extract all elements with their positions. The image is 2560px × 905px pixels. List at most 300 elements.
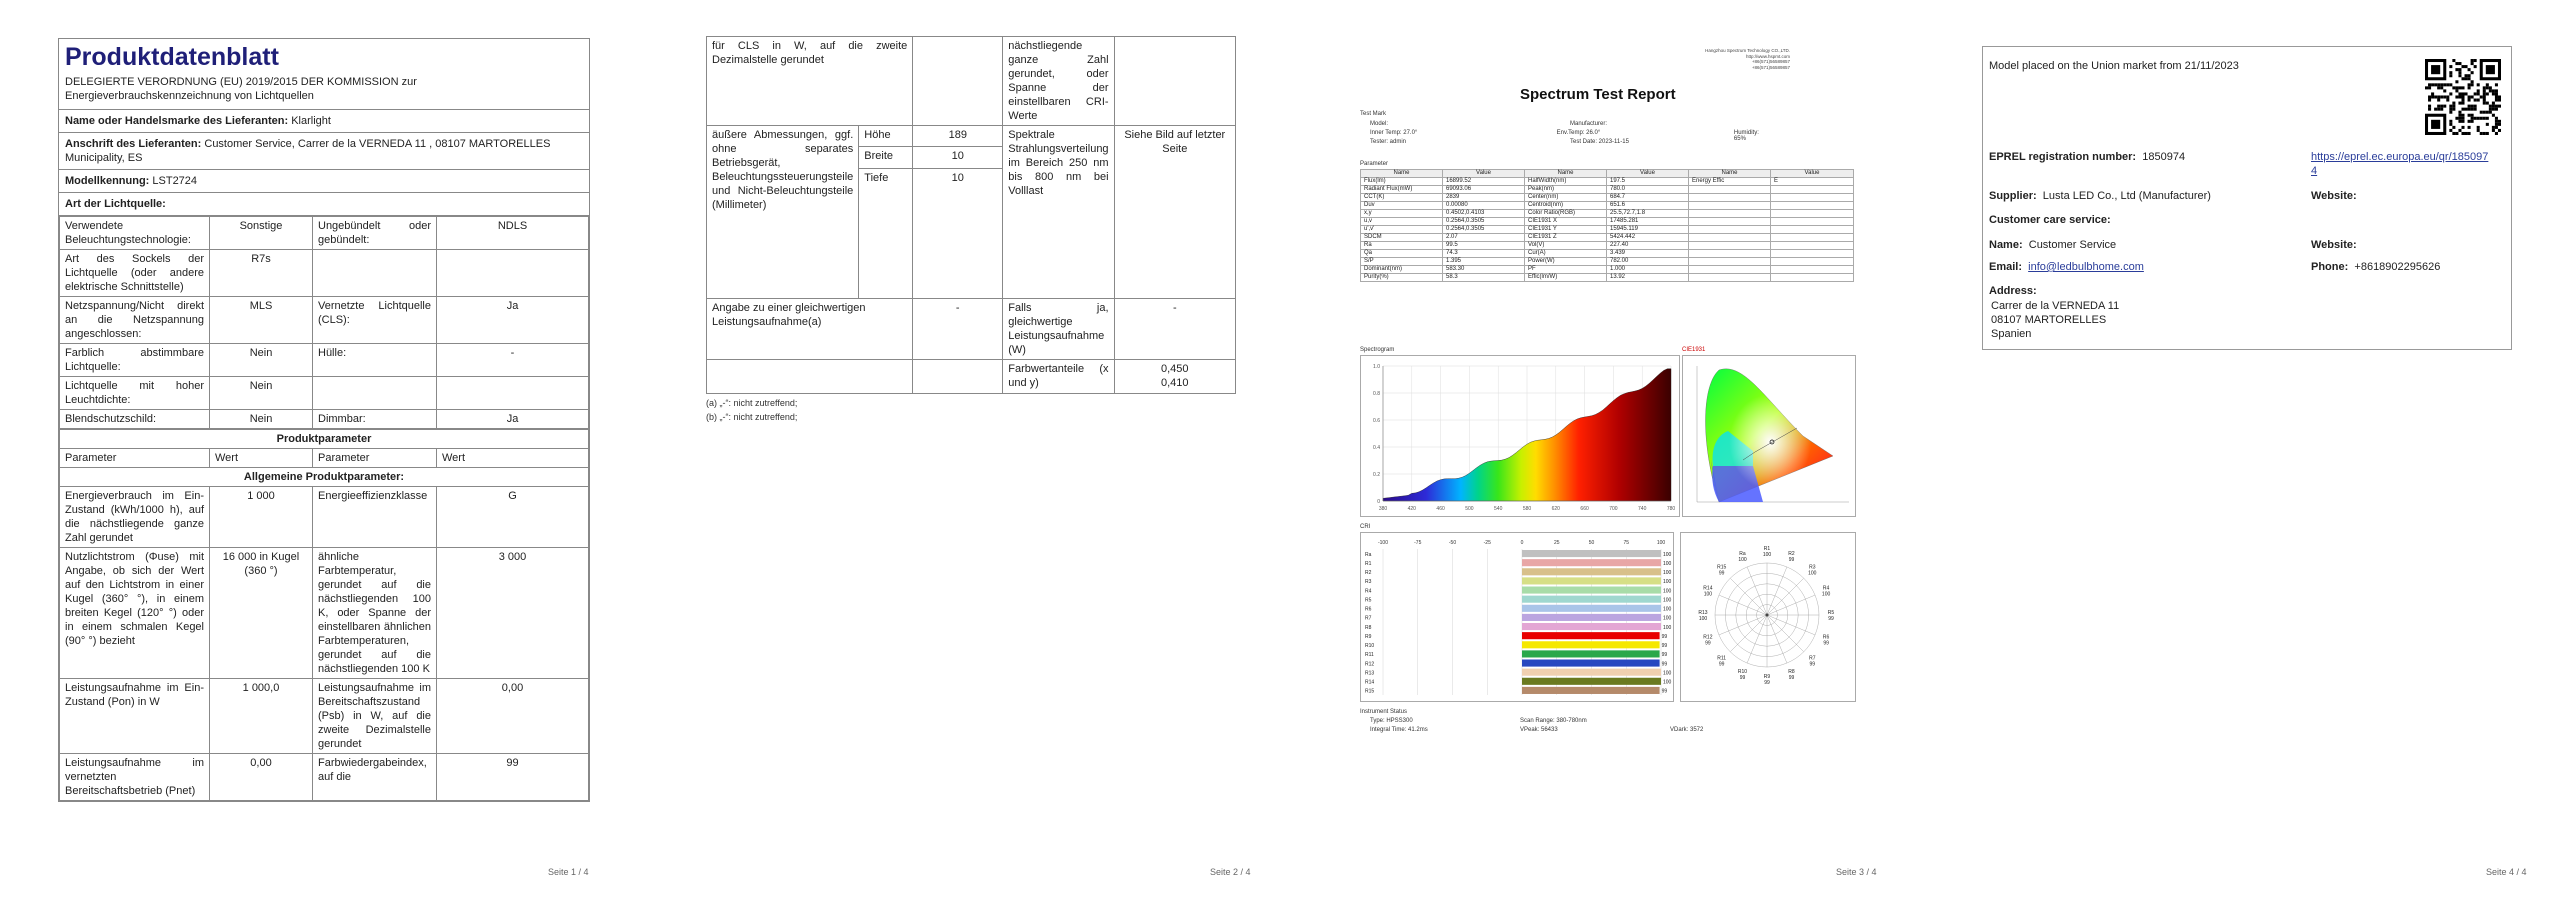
- spec-x-tick: 660: [1580, 506, 1589, 512]
- table-row: [60, 344, 589, 377]
- param-name: Radiant Flux(mW): [1361, 186, 1443, 194]
- table-row: [60, 377, 589, 410]
- phone-label: Phone:: [2311, 261, 2349, 273]
- cri-range-label: nächstliegende ganze Zahl gerundet, oder Spanne der einstellbaren CRI-Werte: [1003, 37, 1114, 126]
- polar-axis-value: 99: [1718, 661, 1725, 668]
- spec-y-tick: 0: [1377, 499, 1380, 505]
- address-line: Carrer de la VERNEDA 11: [1991, 300, 2120, 312]
- cri-bar: [1522, 650, 1660, 657]
- cri-row-label: R8: [1365, 624, 1372, 631]
- param-name: [1689, 202, 1771, 210]
- page-number: Seite 3 / 4: [1836, 867, 1877, 877]
- supplier-name-value: Klarlight: [291, 115, 331, 127]
- param-name: [1689, 234, 1771, 242]
- cri-bar: [1522, 550, 1661, 557]
- parameter-label: Nutzlichtstrom (Φuse) mit Angabe, ob sich der Wert auf den Lichtstrom in einer Kugel (360° °), in einem breiten Kegel (120° °) oder in einem schmalen Kegel (90° °) bezieht: [60, 548, 210, 679]
- param-row: [1361, 186, 1854, 194]
- dim-width-label: Breite: [859, 147, 913, 168]
- dim-height-label: Höhe: [859, 126, 913, 147]
- param-name: [1689, 218, 1771, 226]
- lab-header-line: +86(571)56589857: [1751, 64, 1790, 70]
- table-row: [60, 548, 589, 679]
- spec-y-tick: 0.2: [1373, 472, 1380, 478]
- param-value: 16899.52: [1443, 178, 1525, 186]
- parameter-value: 1 000: [210, 487, 313, 548]
- param-name: [1689, 274, 1771, 282]
- continuation-table: [706, 36, 1236, 394]
- care-name-value: Customer Service: [2028, 239, 2117, 251]
- dim-depth-value: 10: [913, 168, 1003, 298]
- spec-y-tick: 0.4: [1373, 445, 1380, 451]
- polar-center: [1766, 614, 1769, 617]
- parameter-label: Dimmbar:: [313, 410, 437, 429]
- param-name: [1689, 194, 1771, 202]
- polar-axis-name: R13: [1698, 610, 1708, 616]
- cri-bar-chart: [1361, 533, 1673, 701]
- cri-row-label: R7: [1365, 615, 1372, 622]
- cri-row-label: R4: [1365, 588, 1372, 595]
- param-value: [1771, 242, 1854, 250]
- supplier-address-value: Customer Service, Carrer de la VERNEDA 11 , 08107 MARTORELLES Municipality, ES: [65, 138, 551, 164]
- parameter-value: [437, 377, 589, 410]
- cri-axis-tick: 75: [1623, 540, 1630, 546]
- polar-axis-value: 99: [1788, 675, 1795, 682]
- param-name: Qa: [1361, 250, 1443, 258]
- dimensions-label: äußere Abmessungen, ggf. ohne separates Betriebsgerät, Beleuchtungssteuerungsteile und Nicht-Beleuchtungsteile (Millimeter): [707, 126, 859, 299]
- cie-panel: [1682, 355, 1856, 517]
- param-name: Ra: [1361, 242, 1443, 250]
- param-value: [1771, 274, 1854, 282]
- parameter-table: [1360, 169, 1854, 282]
- col-header: Parameter: [313, 449, 437, 468]
- param-value: 197.5: [1607, 178, 1689, 186]
- param-value: [1771, 250, 1854, 258]
- chromaticity-values: [1114, 360, 1235, 394]
- polar-axis-value: 99: [1823, 640, 1829, 647]
- model-value: LST2724: [152, 175, 198, 187]
- polar-axis-name: Ra: [1739, 550, 1746, 557]
- cri-bar: [1522, 669, 1661, 676]
- table-row: [60, 487, 589, 548]
- polar-axis-value: 100: [1762, 552, 1772, 558]
- param-row: [1361, 242, 1854, 250]
- polar-axis-name: R4: [1822, 585, 1830, 592]
- cri-axis-tick: -25: [1483, 540, 1491, 546]
- eprel-label: EPREL registration number:: [1989, 151, 2137, 163]
- cri-row-label: R1: [1365, 560, 1372, 567]
- supplier-line: [1989, 189, 2211, 203]
- table-row: [60, 250, 589, 297]
- cri-bar-value: 99: [1661, 688, 1668, 695]
- cri-bar-value: 100: [1663, 597, 1672, 604]
- param-col-header: Name: [1689, 170, 1771, 178]
- parameter-label: Farbwiedergabeindex, auf die: [313, 754, 437, 801]
- cri-axis-tick: -75: [1414, 540, 1422, 546]
- polar-axis-value: 100: [1698, 616, 1708, 622]
- spec-x-tick: 620: [1551, 506, 1560, 512]
- parameter-value: 1 000,0: [210, 679, 313, 754]
- cri-axis-tick: 100: [1656, 540, 1666, 546]
- cri-panel: [1360, 532, 1674, 702]
- table-row: [60, 754, 589, 801]
- care-website-label: Website:: [2311, 239, 2357, 251]
- cri-bar-value: 100: [1663, 579, 1672, 586]
- cri-range-value: [1114, 37, 1235, 126]
- param-value: 0.4502,0.4103: [1443, 210, 1525, 218]
- page-4: [1920, 0, 2560, 905]
- polar-axis-name: R7: [1809, 655, 1816, 662]
- care-name-label: Name:: [1989, 239, 2023, 251]
- light-source-type-heading: Art der Lichtquelle:: [59, 193, 589, 216]
- param-value: 5424.442: [1607, 234, 1689, 242]
- footnote-a: (a) „-“: nicht zutreffend;: [706, 398, 798, 408]
- cri-label: CRI: [1360, 524, 1371, 530]
- model-label: Modellkennung:: [65, 175, 150, 187]
- param-row: [1361, 178, 1854, 186]
- parameter-label: Verwendete Beleuchtungstechnologie:: [60, 217, 210, 250]
- cri-axis-tick: 0: [1520, 540, 1524, 546]
- equivalent-power-label: Angabe zu einer gleichwertigen Leistungsaufnahme(a): [707, 299, 913, 360]
- parameter-label: Leistungsaufnahme im Ein-Zustand (Pon) in W: [60, 679, 210, 754]
- spectrogram-panel: [1360, 355, 1680, 517]
- parameter-value: 99: [437, 754, 589, 801]
- param-value: 58.3: [1443, 274, 1525, 282]
- param-name: [1689, 266, 1771, 274]
- cri-row-label: R14: [1365, 679, 1375, 686]
- chromaticity-x: 0,450: [1161, 363, 1189, 375]
- page-2: [640, 0, 1280, 905]
- param-name: Centroid(nm): [1525, 202, 1607, 210]
- parameter-label: Ungebündelt oder gebündelt:: [313, 217, 437, 250]
- supplier-label: Supplier:: [1989, 190, 2037, 202]
- table-row: [60, 410, 589, 429]
- address-line: 08107 MARTORELLES: [1991, 314, 2107, 326]
- supplier-address-label: Anschrift des Lieferanten:: [65, 138, 202, 150]
- param-value: 227.40: [1607, 242, 1689, 250]
- qr-code-icon[interactable]: [2425, 59, 2501, 135]
- cri-bar-value: 99: [1661, 643, 1668, 650]
- cri-bar: [1522, 577, 1661, 584]
- cri-bar: [1522, 678, 1661, 685]
- cri-bar-value: 100: [1663, 588, 1672, 595]
- email-label: Email:: [1989, 261, 2023, 273]
- param-name: [1689, 258, 1771, 266]
- phone-value: +8618902295626: [2354, 261, 2441, 273]
- param-row: [1361, 234, 1854, 242]
- param-value: 15945.119: [1607, 226, 1689, 234]
- footnote-b: (b) „-“: nicht zutreffend;: [706, 412, 798, 422]
- parameter-value: 3 000: [437, 548, 589, 679]
- spectrogram-label: Spectrogram: [1360, 347, 1395, 353]
- parameter-label: Hülle:: [313, 344, 437, 377]
- cri-bar: [1522, 605, 1661, 612]
- param-name: Duv: [1361, 202, 1443, 210]
- email-line: [1989, 260, 2144, 274]
- col-header: Wert: [210, 449, 313, 468]
- cri-row-label: R3: [1365, 579, 1372, 586]
- param-name: CCT(K): [1361, 194, 1443, 202]
- cie-label: CIE1931: [1682, 347, 1706, 353]
- lab-company: Hangzhou Spectrum Technology CO.,LTD.: [1705, 48, 1790, 53]
- model-line: [59, 170, 589, 193]
- param-row: [1361, 210, 1854, 218]
- cri-row-label: R12: [1365, 661, 1375, 668]
- polar-axis-value: 99: [1809, 661, 1816, 668]
- polar-axis-name: R12: [1703, 634, 1713, 641]
- param-value: E: [1771, 178, 1854, 186]
- parameter-label: Blendschutzschild:: [60, 410, 210, 429]
- param-value: [1771, 258, 1854, 266]
- eprel-link[interactable]: https://eprel.ec.europa.eu/qr/1850974: [2311, 151, 2489, 177]
- param-value: 0.00080: [1443, 202, 1525, 210]
- cri-axis-tick: -100: [1377, 540, 1389, 546]
- email-link[interactable]: info@ledbulbhome.com: [2028, 261, 2144, 273]
- polar-spoke: [1767, 615, 1804, 652]
- supplier-name-line: [59, 110, 589, 133]
- page-title: Produktdatenblatt: [65, 43, 279, 71]
- website-label: Website:: [2311, 190, 2357, 202]
- polar-axis-name: R2: [1788, 550, 1795, 557]
- datasheet-continuation: [706, 36, 1236, 422]
- dim-depth-label: Tiefe: [859, 168, 913, 298]
- test-info: Model: Manufacturer: Inner Temp: 27.0° Env.Temp: 26.0° Humidity: 65% Tester: admin Test Date: 2023-11-15: [1370, 121, 1759, 145]
- cri-bar: [1522, 632, 1660, 639]
- cri-bar-value: 99: [1661, 633, 1668, 640]
- parameter-label: [313, 377, 437, 410]
- param-value: 0.2564,0.3505: [1443, 218, 1525, 226]
- page-1: [0, 0, 640, 905]
- eprel-registration: [1989, 150, 2185, 164]
- param-value: 17485.281: [1607, 218, 1689, 226]
- polar-axis-value: 99: [1764, 680, 1770, 686]
- equivalent-power-yes-value: -: [1114, 299, 1235, 360]
- chromaticity-label: Farbwertanteile (x und y): [1003, 360, 1114, 394]
- report-title: Spectrum Test Report: [1520, 86, 1676, 103]
- cri-row-label: R10: [1365, 643, 1375, 650]
- spectrogram-chart: [1361, 356, 1679, 516]
- param-name: HalfWidth(nm): [1525, 178, 1607, 186]
- cri-row-label: R9: [1365, 633, 1372, 640]
- param-name: Flux(lm): [1361, 178, 1443, 186]
- cri-bar: [1522, 587, 1661, 594]
- cri-bar: [1522, 660, 1660, 667]
- param-value: 1.000: [1607, 266, 1689, 274]
- spec-x-tick: 780: [1666, 506, 1676, 512]
- cri-row-label: R11: [1365, 652, 1374, 659]
- parameter-label: Farblich abstimmbare Lichtquelle:: [60, 344, 210, 377]
- address-line: Spanien: [1991, 328, 2032, 340]
- polar-axis-value: 99: [1705, 640, 1711, 647]
- polar-spoke: [1730, 615, 1767, 652]
- parameter-label: Netzspannung/Nicht direkt an die Netzspannung angeschlossen:: [60, 297, 210, 344]
- param-name: S/P: [1361, 258, 1443, 266]
- parameter-label: Leistungsaufnahme im vernetzten Bereitschaftsbetrieb (Pnet): [60, 754, 210, 801]
- page-3: [1280, 0, 1920, 905]
- parameter-value: Ja: [437, 410, 589, 429]
- param-value: [1771, 194, 1854, 202]
- lab-header: [1705, 48, 1790, 70]
- param-value: [1771, 226, 1854, 234]
- cri-bar: [1522, 559, 1661, 566]
- param-value: 2.07: [1443, 234, 1525, 242]
- spectral-distribution-label: Spektrale Strahlungsverteilung im Bereich 250 nm bis 800 nm bei Volllast: [1003, 126, 1114, 299]
- cri-row-label: R6: [1365, 606, 1372, 613]
- param-name: u',v': [1361, 226, 1443, 234]
- polar-axis-name: R15: [1717, 564, 1727, 571]
- param-value: 651.6: [1607, 202, 1689, 210]
- param-value: [1771, 186, 1854, 194]
- polar-axis-name: R1: [1763, 546, 1771, 552]
- param-name: Center(nm): [1525, 194, 1607, 202]
- polar-axis-name: R5: [1827, 610, 1835, 616]
- parameter-label: Lichtquelle mit hoher Leuchtdichte:: [60, 377, 210, 410]
- param-name: x,y: [1361, 210, 1443, 218]
- page-number: Seite 2 / 4: [1210, 867, 1251, 877]
- care-website-line: [2311, 238, 2357, 252]
- spec-x-tick: 740: [1638, 506, 1647, 512]
- cri-row-label: R2: [1365, 570, 1372, 577]
- care-name-line: [1989, 238, 2116, 252]
- param-value: 780.0: [1607, 186, 1689, 194]
- cri-row-label: R5: [1365, 597, 1372, 604]
- cls-power-label: für CLS in W, auf die zweite Dezimalstelle gerundet: [707, 37, 913, 126]
- parameter-value: MLS: [210, 297, 313, 344]
- spec-x-tick: 700: [1609, 506, 1618, 512]
- spec-x-tick: 460: [1436, 506, 1445, 512]
- param-col-header: Value: [1607, 170, 1689, 178]
- cie-diagram: [1683, 356, 1855, 516]
- general-parameters-header: Allgemeine Produktparameter:: [60, 468, 589, 487]
- supplier-value: Lusta LED Co., Ltd (Manufacturer): [2042, 190, 2211, 202]
- param-col-header: Name: [1525, 170, 1607, 178]
- param-name: [1689, 210, 1771, 218]
- lab-header-line: http://www.hspmt.com: [1745, 53, 1790, 59]
- cri-row-label: Ra: [1365, 551, 1372, 558]
- product-parameters-header: Produktparameter: [60, 430, 589, 449]
- polar-axis-name: R11: [1717, 655, 1727, 662]
- polar-axis-value: 99: [1739, 675, 1746, 682]
- instrument-info: Type: HPSS300 Scan Range: 380-780nm Integral Time: 41.2ms VPeak: 56433 VDark: 3572: [1370, 718, 1704, 733]
- param-name: CIE1931 X: [1525, 218, 1607, 226]
- cri-row-label: R15: [1365, 688, 1375, 695]
- param-name: [1689, 226, 1771, 234]
- table-row: [60, 679, 589, 754]
- param-name: [1689, 242, 1771, 250]
- polar-axis-value: 100: [1808, 570, 1817, 577]
- parameter-value: -: [437, 344, 589, 377]
- spec-x-tick: 420: [1407, 506, 1416, 512]
- chromaticity-y: 0,410: [1161, 377, 1189, 389]
- cri-bar-value: 100: [1663, 570, 1672, 577]
- polar-axis-value: 100: [1703, 591, 1713, 598]
- polar-axis-value: 100: [1821, 591, 1831, 598]
- param-value: [1771, 202, 1854, 210]
- param-name: Dominant(nm): [1361, 266, 1443, 274]
- param-row: [1361, 266, 1854, 274]
- param-value: [1771, 210, 1854, 218]
- parameter-value: NDLS: [437, 217, 589, 250]
- cri-bar: [1522, 623, 1661, 630]
- cri-axis-tick: 25: [1553, 540, 1560, 546]
- test-mark-label: Test Mark: [1360, 111, 1387, 117]
- param-value: 2839: [1443, 194, 1525, 202]
- parameter-label: Energieverbrauch im Ein-Zustand (kWh/1000 h), auf die nächstliegende ganze Zahl gerundet: [60, 487, 210, 548]
- table-row: [60, 297, 589, 344]
- instrument-label: Instrument Status: [1360, 709, 1408, 715]
- param-value: 3.439: [1607, 250, 1689, 258]
- param-value: [1771, 218, 1854, 226]
- cri-bar-value: 100: [1663, 615, 1672, 622]
- parameter-value: Nein: [210, 377, 313, 410]
- eprel-value: 1850974: [2142, 151, 2186, 163]
- param-name: PF: [1525, 266, 1607, 274]
- param-row: [1361, 250, 1854, 258]
- cri-bar: [1522, 687, 1660, 694]
- parameter-label: Parameter: [1360, 161, 1389, 167]
- cri-row-label: R13: [1365, 670, 1375, 677]
- parameter-value: Nein: [210, 410, 313, 429]
- param-value: 0.2564,0.3505: [1443, 226, 1525, 234]
- param-name: SDCM: [1361, 234, 1443, 242]
- param-value: 1.395: [1443, 258, 1525, 266]
- parameter-label: [313, 250, 437, 297]
- param-name: Purity(%): [1361, 274, 1443, 282]
- phone-line: [2311, 260, 2440, 274]
- param-value: 99.5: [1443, 242, 1525, 250]
- parameter-value: 16 000 in Kugel (360 °): [210, 548, 313, 679]
- polar-spoke: [1730, 578, 1767, 615]
- polar-axis-name: R8: [1788, 669, 1795, 676]
- spec-x-tick: 540: [1494, 506, 1503, 512]
- polar-axis-value: 100: [1738, 556, 1747, 563]
- param-row: [1361, 194, 1854, 202]
- param-row: [1361, 274, 1854, 282]
- equivalent-power-yes-label: Falls ja, gleichwertige Leistungsaufnahme (W): [1003, 299, 1114, 360]
- cri-bar-value: 99: [1661, 652, 1668, 659]
- param-col-header: Value: [1771, 170, 1854, 178]
- param-value: [1771, 266, 1854, 274]
- spec-x-tick: 380: [1378, 506, 1388, 512]
- website-line: [2311, 189, 2357, 203]
- parameter-label: Leistungsaufnahme im Bereitschaftszustand (Psb) in W, auf die zweite Dezimalstelle gerundet: [313, 679, 437, 754]
- spectral-distribution-value: Siehe Bild auf letzter Seite: [1114, 126, 1235, 299]
- param-name: Energy Effic: [1689, 178, 1771, 186]
- param-row: [1361, 218, 1854, 226]
- param-value: 25.5,72.7,1.8: [1607, 210, 1689, 218]
- cri-axis-tick: 50: [1588, 540, 1595, 546]
- parameter-value: Sonstige: [210, 217, 313, 250]
- cri-bar-value: 100: [1663, 551, 1672, 558]
- parameter-value: 0,00: [437, 679, 589, 754]
- polar-axis-name: R6: [1822, 634, 1830, 641]
- parameter-label: Vernetzte Lichtquelle (CLS):: [313, 297, 437, 344]
- spec-y-tick: 0.8: [1373, 391, 1380, 397]
- lab-header-line: +86(571)56589857: [1751, 59, 1790, 64]
- spec-y-tick: 1.0: [1373, 364, 1380, 370]
- param-name: Peak(nm): [1525, 186, 1607, 194]
- equivalent-power-value: -: [913, 299, 1003, 360]
- param-name: Vol(V): [1525, 242, 1607, 250]
- light-source-table: [59, 216, 589, 429]
- cri-bar: [1522, 614, 1661, 621]
- customer-care-heading: Customer care service:: [1989, 214, 2111, 226]
- param-value: 583.30: [1443, 266, 1525, 274]
- polar-axis-value: 99: [1718, 570, 1725, 577]
- param-name: u,v: [1361, 218, 1443, 226]
- datasheet-frame: [58, 38, 590, 802]
- dim-height-value: 189: [913, 126, 1003, 147]
- param-col-header: Name: [1361, 170, 1443, 178]
